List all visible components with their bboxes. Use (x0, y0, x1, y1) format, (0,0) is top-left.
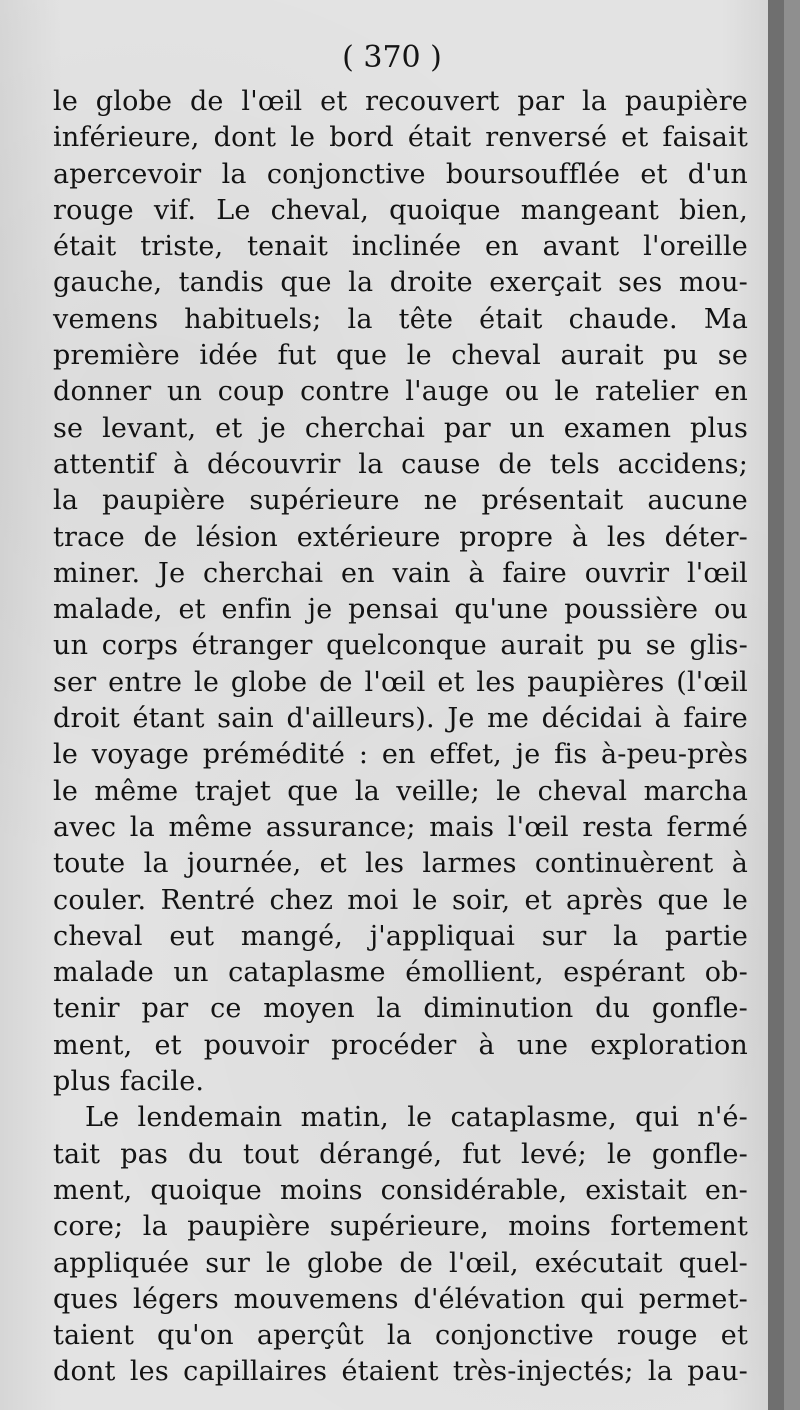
text-line: ment, quoique moins considérable, existait en- (53, 1174, 748, 1206)
text-line: cheval eut mangé, j'appliquai sur la partie (53, 920, 748, 952)
text-line: un corps étranger quelconque aurait pu se glis- (53, 630, 748, 662)
text-line: était triste, tenait inclinée en avant l'oreille (53, 231, 748, 263)
text-line: miner. Je cherchai en vain à faire ouvrir l'œil (53, 557, 748, 589)
text-line: tait pas du tout dérangé, fut levé; le gonfle- (53, 1138, 748, 1170)
text-line: avec la même assurance; mais l'œil resta fermé (53, 811, 748, 843)
text-line: attentif à découvrir la cause de tels accidens; (53, 448, 748, 480)
text-line: se levant, et je cherchai par un examen plus (53, 412, 748, 444)
paragraph-start-line: Le lendemain matin, le cataplasme, qui n'é- (85, 1102, 748, 1134)
text-line: rouge vif. Le cheval, quoique mangeant bien, (53, 194, 748, 226)
text-line: trace de lésion extérieure propre à les déter- (53, 521, 748, 553)
text-line: première idée fut que le cheval aurait pu se (53, 340, 748, 372)
text-line: le globe de l'œil et recouvert par la paupière (53, 86, 748, 117)
text-line: core; la paupière supérieure, moins fortement (53, 1211, 748, 1243)
text-line: ment, et pouvoir procéder à une exploration (53, 1029, 748, 1061)
text-line: apercevoir la conjonctive boursoufflée et d'un (53, 158, 748, 190)
text-line: inférieure, dont le bord était renversé et faisait (53, 122, 748, 154)
text-line: malade, et enfin je pensai qu'une poussière ou (53, 594, 748, 626)
text-line: droit étant sain d'ailleurs). Je me décidai à faire (53, 703, 748, 735)
body-text (53, 84, 748, 1391)
page-number: ( 370 ) (342, 40, 442, 75)
text-line: vemens habituels; la tête était chaude. Ma (53, 303, 748, 335)
text-line: donner un coup contre l'auge ou le ratelier en (53, 376, 748, 408)
text-line: gauche, tandis que la droite exerçait ses mou- (53, 267, 748, 299)
text-line: ques légers mouvemens d'élévation qui permet- (53, 1283, 748, 1315)
text-line: taient qu'on aperçût la conjonctive rouge et (53, 1320, 748, 1352)
text-line: la paupière supérieure ne présentait aucune (53, 485, 748, 517)
text-line: toute la journée, et les larmes continuèrent à (53, 848, 748, 880)
text-line: plus facile. (53, 1066, 205, 1098)
page-edge-shadow (768, 0, 784, 1410)
text-line: tenir par ce moyen la diminution du gonfle- (53, 993, 748, 1025)
text-line: couler. Rentré chez moi le soir, et après que le (53, 884, 748, 916)
text-line: dont les capillaires étaient très-injectés; la pau- (53, 1356, 748, 1388)
text-line: appliquée sur le globe de l'œil, exécutait quel- (53, 1247, 748, 1279)
text-line: le voyage prémédité : en effet, je fis à-peu-près (53, 739, 748, 771)
text-line: le même trajet que la veille; le cheval marcha (53, 775, 748, 807)
text-line: malade un cataplasme émollient, espérant ob- (53, 957, 748, 989)
text-line: ser entre le globe de l'œil et les paupières (l'œil (53, 666, 748, 698)
